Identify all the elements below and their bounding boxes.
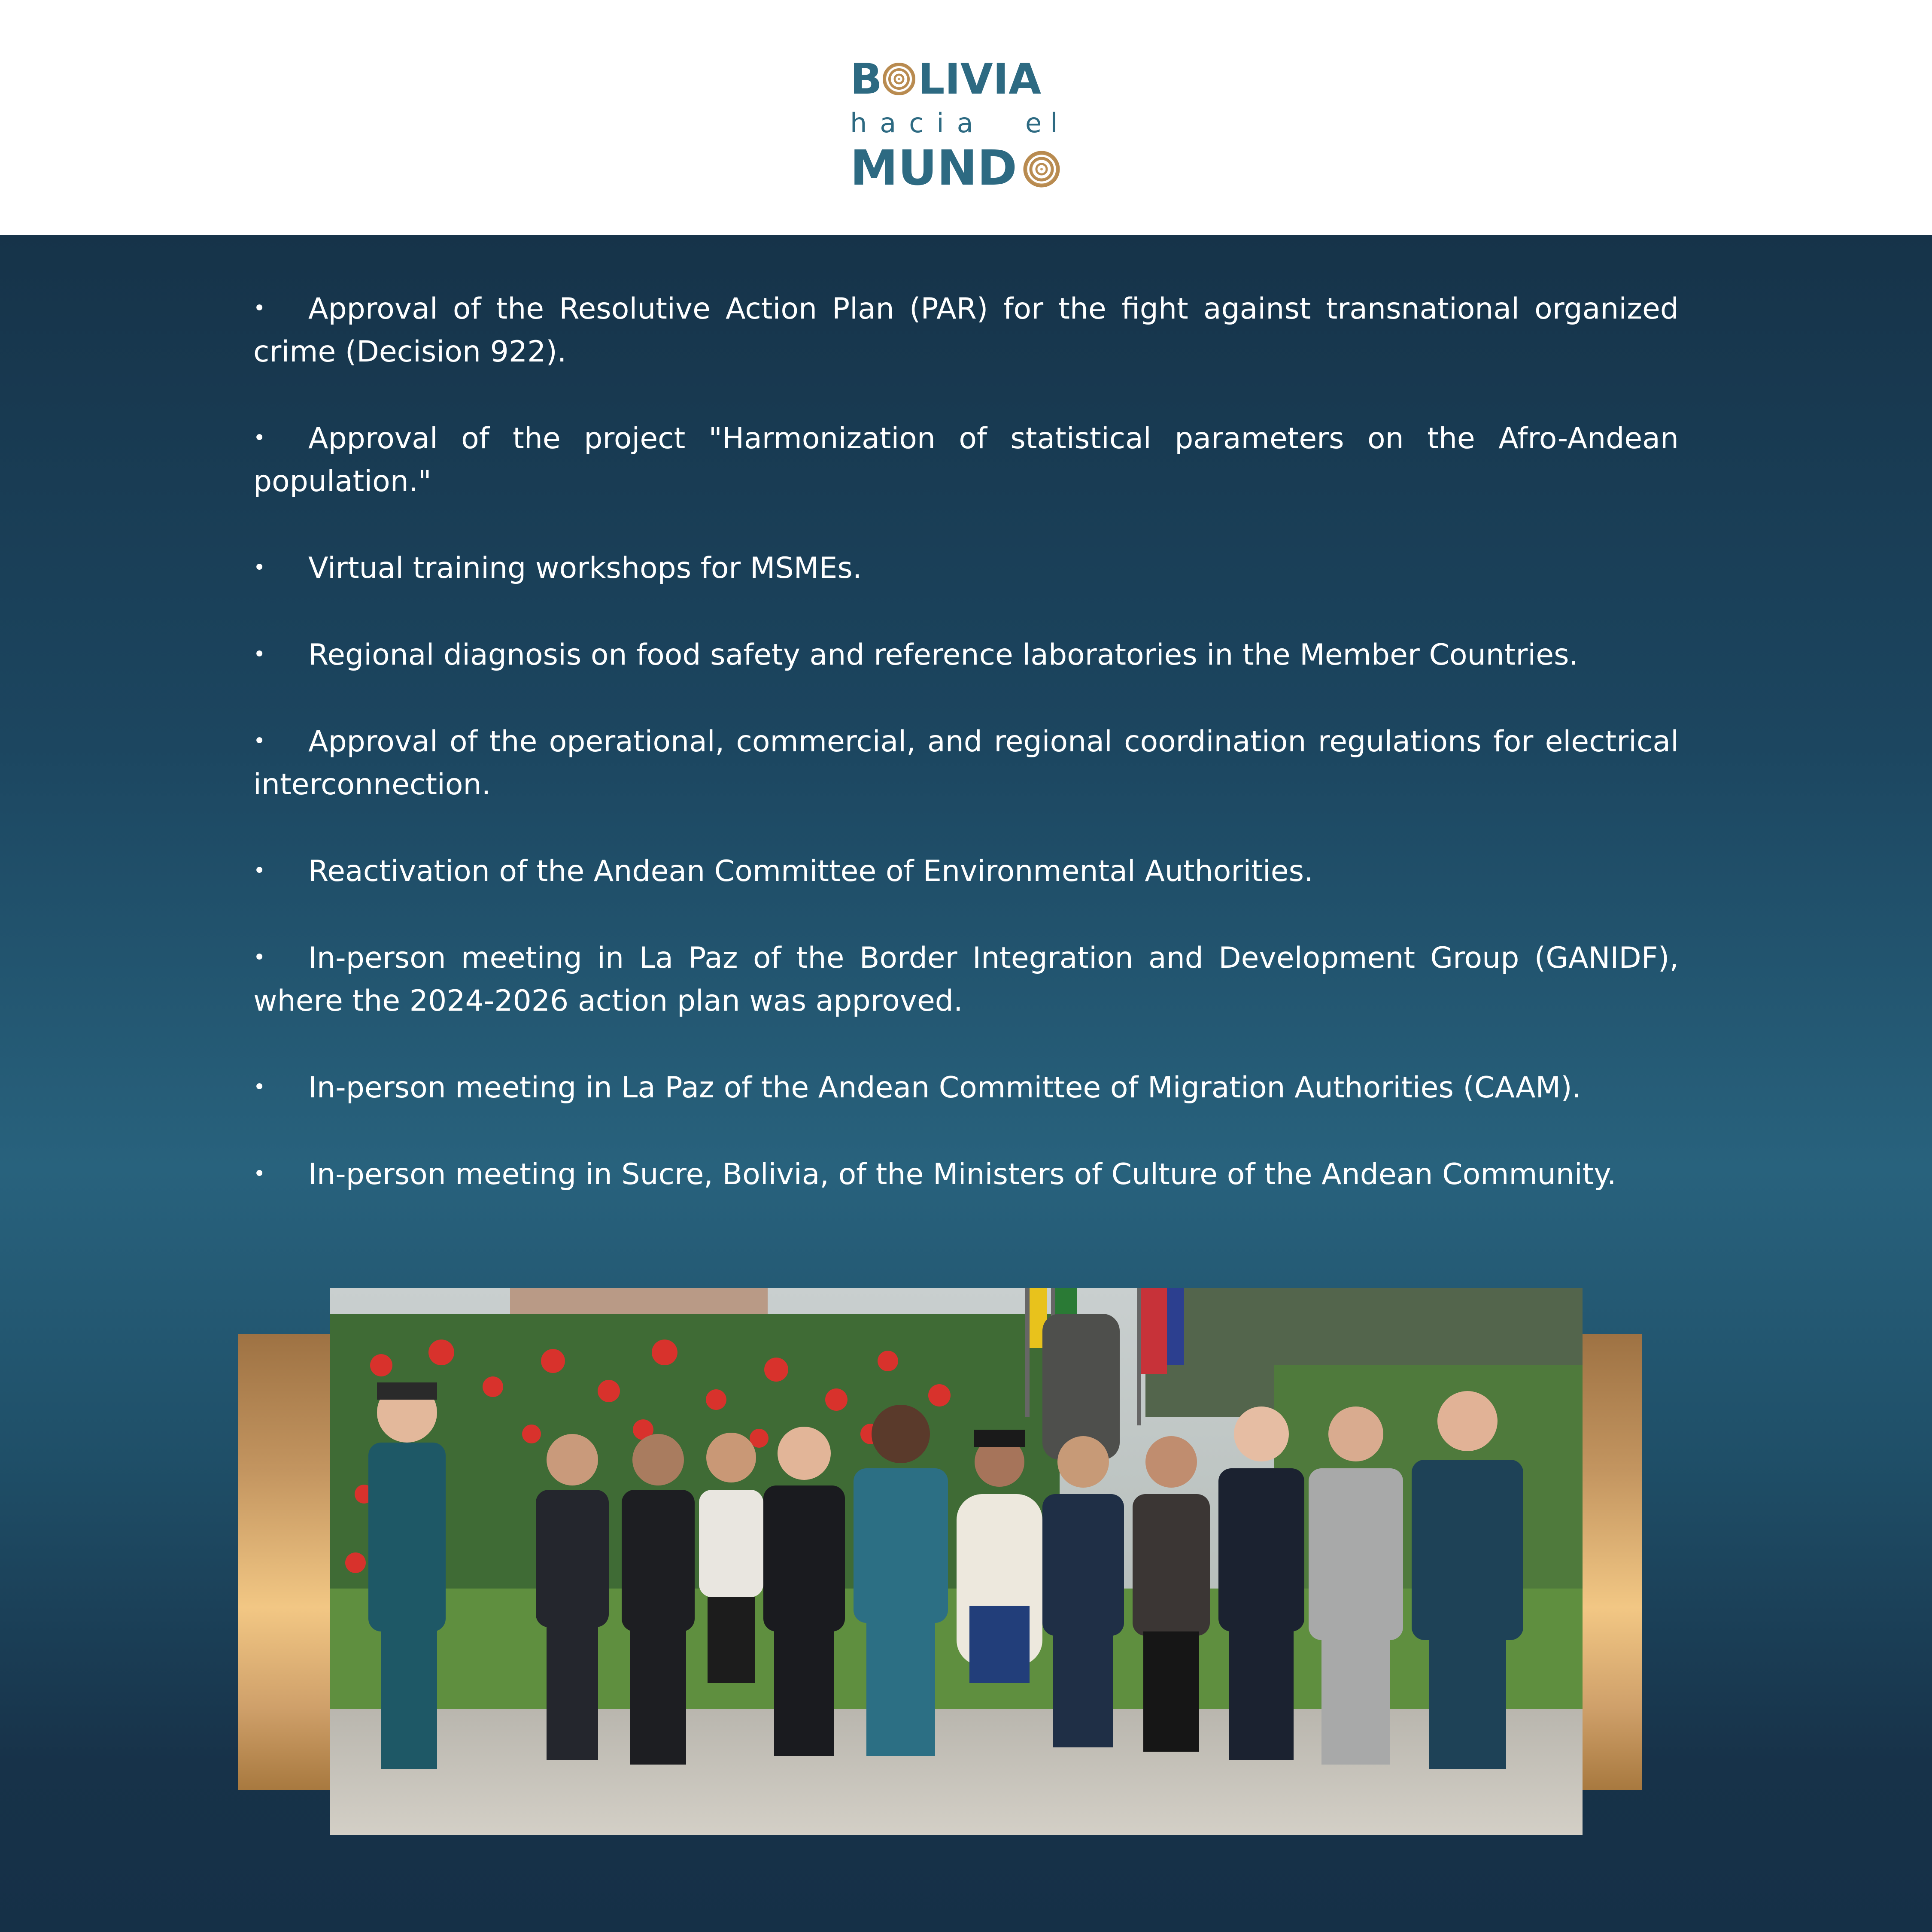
list-item bbox=[253, 720, 1679, 806]
list-item-text: In-person meeting in La Paz of the Andean Committee of Migration Authorities (CAAM). bbox=[308, 1071, 1582, 1105]
list-item-text: Approval of the operational, commercial, and regional coordination regulations for electrical interconnection. bbox=[253, 725, 1679, 802]
list-item bbox=[253, 936, 1679, 1023]
svg-text:el: el bbox=[1025, 107, 1066, 139]
header bbox=[0, 0, 1932, 235]
bullet-icon: • bbox=[253, 1075, 266, 1099]
list-item-text: Regional diagnosis on food safety and reference laboratories in the Member Countries. bbox=[308, 638, 1579, 672]
svg-text:MUND: MUND bbox=[850, 140, 1018, 196]
group-photo bbox=[330, 1288, 1583, 1835]
list-item-text: Virtual training workshops for MSMEs. bbox=[308, 551, 862, 585]
list-item bbox=[253, 849, 1679, 893]
list-item bbox=[253, 633, 1679, 677]
list-item-text: In-person meeting in Sucre, Bolivia, of the Ministers of Culture of the Andean Community. bbox=[308, 1157, 1616, 1191]
list-item bbox=[253, 416, 1679, 503]
bullet-icon: • bbox=[253, 556, 266, 580]
bullet-icon: • bbox=[253, 859, 266, 883]
list-item bbox=[253, 546, 1679, 590]
list-item bbox=[253, 1066, 1679, 1109]
spiral-o-icon bbox=[884, 64, 914, 94]
achievements-list bbox=[253, 287, 1679, 1239]
bolivia-hacia-el-mundo-logo bbox=[846, 60, 1069, 197]
list-item bbox=[253, 287, 1679, 374]
bullet-icon: • bbox=[253, 296, 266, 320]
list-item-text: Approval of the Resolutive Action Plan (PAR) for the fight against transnational organized crime (Decision 922). bbox=[253, 292, 1679, 369]
bullet-icon: • bbox=[253, 426, 266, 450]
svg-text:B: B bbox=[850, 60, 882, 104]
bullet-icon: • bbox=[253, 729, 266, 753]
bullet-icon: • bbox=[253, 945, 266, 969]
bullet-icon: • bbox=[253, 642, 266, 666]
list-item-text: Approval of the project "Harmonization of statistical parameters on the Afro-Andean population." bbox=[253, 422, 1679, 498]
list-item-text: In-person meeting in La Paz of the Border Integration and Development Group (GANIDF), where the 2024-2026 action plan was approved. bbox=[253, 941, 1679, 1018]
list-item bbox=[253, 1152, 1679, 1196]
svg-text:hacia: hacia bbox=[850, 107, 986, 139]
list-item-text: Reactivation of the Andean Committee of Environmental Authorities. bbox=[308, 854, 1313, 888]
bullet-icon: • bbox=[253, 1162, 266, 1186]
svg-text:LIVIA: LIVIA bbox=[918, 60, 1042, 104]
spiral-o-icon-2 bbox=[1025, 153, 1058, 185]
